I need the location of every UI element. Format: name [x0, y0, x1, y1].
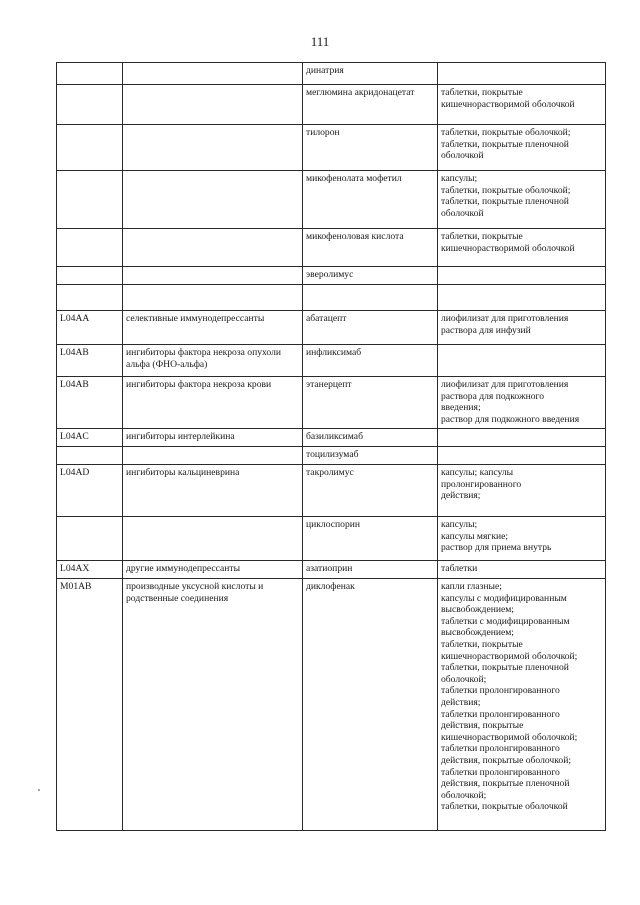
- dosage-forms-cell: [438, 561, 606, 579]
- atc-code-cell: L04AB: [57, 377, 123, 429]
- dosage-form-line: действия, покрытые оболочкой;: [441, 754, 572, 766]
- pharmacological-group-cell: [123, 285, 303, 311]
- pharmacological-group-cell: [123, 517, 303, 561]
- dosage-form-line: капсулы;: [441, 173, 478, 184]
- dosage-forms-cell: [438, 229, 606, 267]
- dosage-forms-cell: [438, 465, 606, 517]
- table-row: [57, 171, 606, 229]
- dosage-forms-cell: [438, 311, 606, 345]
- table-row: [57, 63, 606, 85]
- dosage-form-line: таблетки, покрытые пленочной: [441, 138, 569, 150]
- dosage-form-line: лиофилизат для приготовления: [441, 313, 569, 324]
- dosage-forms-cell: [438, 517, 606, 561]
- atc-code-cell: [57, 447, 123, 465]
- dosage-form-line: раствор для подкожного введения: [441, 413, 580, 425]
- page-number: 111: [310, 34, 330, 49]
- atc-code-cell: [57, 285, 123, 311]
- atc-code-cell: M01AB: [57, 579, 123, 831]
- pharmacological-group-cell: ингибиторы фактора некроза крови: [123, 377, 303, 429]
- drug-name-cell: [303, 285, 438, 311]
- drug-name-cell: инфликсимаб: [303, 345, 438, 377]
- dosage-forms-cell: [438, 63, 606, 85]
- drug-name-cell: абатацепт: [303, 311, 438, 345]
- table-row: [57, 125, 606, 171]
- dosage-form-line: оболочкой;: [441, 789, 487, 801]
- dosage-form-line: раствора для подкожного: [441, 390, 545, 402]
- dosage-form-line: таблетки с модифицированным: [441, 615, 570, 627]
- pharmacological-group-cell: ингибиторы фактора некроза опухоли альфа (ФНО-альфа): [123, 345, 303, 377]
- pharmacological-group-cell: [123, 63, 303, 85]
- pharmacological-group-cell: другие иммунодепрессанты: [123, 561, 303, 579]
- table-row: [57, 517, 606, 561]
- drug-name-cell: такролимус: [303, 465, 438, 517]
- table-row: [57, 465, 606, 517]
- dosage-forms-cell: [438, 429, 606, 447]
- dosage-forms-cell: [438, 345, 606, 377]
- atc-code-cell: [57, 85, 123, 125]
- drug-name-cell: эверолимус: [303, 267, 438, 285]
- dosage-form-line: таблетки: [441, 563, 478, 574]
- table-row: [57, 429, 606, 447]
- pharmacological-group-cell: [123, 267, 303, 285]
- drug-name-cell: меглюмина акридонацетат: [303, 85, 438, 125]
- drug-name-cell: диклофенак: [303, 579, 438, 831]
- dosage-form-line: капсулы с модифицированным: [441, 592, 567, 604]
- drug-name-cell: динатрия: [303, 63, 438, 85]
- dosage-forms-cell: [438, 377, 606, 429]
- dosage-form-line: таблетки пролонгированного: [441, 766, 560, 778]
- dosage-form-line: капсулы мягкие;: [441, 530, 509, 542]
- dosage-form-line: оболочкой: [441, 150, 484, 162]
- dosage-form-line: раствора для инфузий: [441, 324, 531, 336]
- pharmacological-group-cell: производные уксусной кислоты и родственные соединения: [123, 579, 303, 831]
- medication-table: [56, 62, 606, 831]
- dosage-form-line: капсулы;: [441, 519, 478, 530]
- table-row: [57, 345, 606, 377]
- dosage-form-line: введения;: [441, 402, 481, 414]
- dosage-form-line: лиофилизат для приготовления: [441, 379, 569, 390]
- table-row: [57, 561, 606, 579]
- dosage-form-line: оболочкой;: [441, 673, 487, 685]
- dosage-form-line: кишечнорастворимой оболочкой;: [441, 650, 578, 662]
- pharmacological-group-cell: [123, 85, 303, 125]
- dosage-form-line: действия, покрытые: [441, 720, 524, 732]
- dosage-form-line: таблетки, покрытые: [441, 231, 523, 242]
- dosage-form-line: пролонгированного: [441, 478, 522, 490]
- drug-name-cell: этанерцепт: [303, 377, 438, 429]
- dosage-form-line: таблетки, покрытые пленочной: [441, 662, 569, 674]
- dosage-forms-cell: [438, 125, 606, 171]
- dosage-form-line: таблетки пролонгированного: [441, 708, 560, 720]
- table-row: [57, 229, 606, 267]
- table-row: [57, 285, 606, 311]
- atc-code-cell: L04AC: [57, 429, 123, 447]
- table-row: [57, 377, 606, 429]
- pharmacological-group-cell: [123, 125, 303, 171]
- atc-code-cell: [57, 517, 123, 561]
- pharmacological-group-cell: селективные иммунодепрессанты: [123, 311, 303, 345]
- pharmacological-group-cell: [123, 229, 303, 267]
- dosage-form-line: капли глазные;: [441, 581, 502, 592]
- drug-name-cell: циклоспорин: [303, 517, 438, 561]
- drug-name-cell: микофенолата мофетил: [303, 171, 438, 229]
- dosage-form-line: кишечнорастворимой оболочкой: [441, 98, 575, 110]
- dosage-form-line: действия, покрытые пленочной: [441, 778, 570, 790]
- atc-code-cell: L04AX: [57, 561, 123, 579]
- atc-code-cell: L04AB: [57, 345, 123, 377]
- atc-code-cell: L04AA: [57, 311, 123, 345]
- dosage-form-line: таблетки, покрытые оболочкой;: [441, 184, 571, 196]
- drug-name-cell: тоцилизумаб: [303, 447, 438, 465]
- dosage-forms-cell: [438, 285, 606, 311]
- pharmacological-group-cell: ингибиторы интерлейкина: [123, 429, 303, 447]
- dosage-form-line: таблетки, покрытые: [441, 638, 523, 650]
- pharmacological-group-cell: [123, 447, 303, 465]
- dosage-form-line: таблетки, покрытые оболочкой;: [441, 127, 571, 138]
- table-row: [57, 85, 606, 125]
- dosage-form-line: высвобождением;: [441, 604, 514, 616]
- drug-name-cell: базиликсимаб: [303, 429, 438, 447]
- atc-code-cell: [57, 125, 123, 171]
- drug-name-cell: микофеноловая кислота: [303, 229, 438, 267]
- dosage-form-line: кишечнорастворимой оболочкой;: [441, 731, 578, 743]
- dosage-forms-cell: [438, 267, 606, 285]
- dosage-form-line: таблетки, покрытые оболочкой: [441, 801, 568, 813]
- dosage-form-line: оболочкой: [441, 207, 484, 219]
- dosage-form-line: высвобождением;: [441, 627, 514, 639]
- atc-code-cell: [57, 267, 123, 285]
- table-row: [57, 267, 606, 285]
- dosage-form-line: действия;: [441, 696, 481, 708]
- dosage-form-line: кишечнорастворимой оболочкой: [441, 242, 575, 254]
- dosage-form-line: таблетки пролонгированного: [441, 685, 560, 697]
- table-row: [57, 579, 606, 831]
- dosage-form-line: таблетки, покрытые пленочной: [441, 196, 569, 208]
- table-row: [57, 447, 606, 465]
- dosage-forms-cell: [438, 447, 606, 465]
- atc-code-cell: L04AD: [57, 465, 123, 517]
- dosage-form-line: таблетки, покрытые: [441, 87, 523, 98]
- atc-code-cell: [57, 229, 123, 267]
- dosage-forms-cell: [438, 171, 606, 229]
- pharmacological-group-cell: ингибиторы кальциневрина: [123, 465, 303, 517]
- dosage-forms-cell: [438, 85, 606, 125]
- dosage-form-line: раствор для приема внутрь: [441, 542, 552, 554]
- drug-name-cell: азатиоприн: [303, 561, 438, 579]
- atc-code-cell: [57, 171, 123, 229]
- dosage-form-line: таблетки пролонгированного: [441, 743, 560, 755]
- drug-name-cell: тилорон: [303, 125, 438, 171]
- scan-speck: [38, 789, 40, 791]
- atc-code-cell: [57, 63, 123, 85]
- dosage-forms-cell: [438, 579, 606, 831]
- pharmacological-group-cell: [123, 171, 303, 229]
- table-row: [57, 311, 606, 345]
- dosage-form-line: капсулы; капсулы: [441, 467, 514, 478]
- dosage-form-line: действия;: [441, 490, 481, 502]
